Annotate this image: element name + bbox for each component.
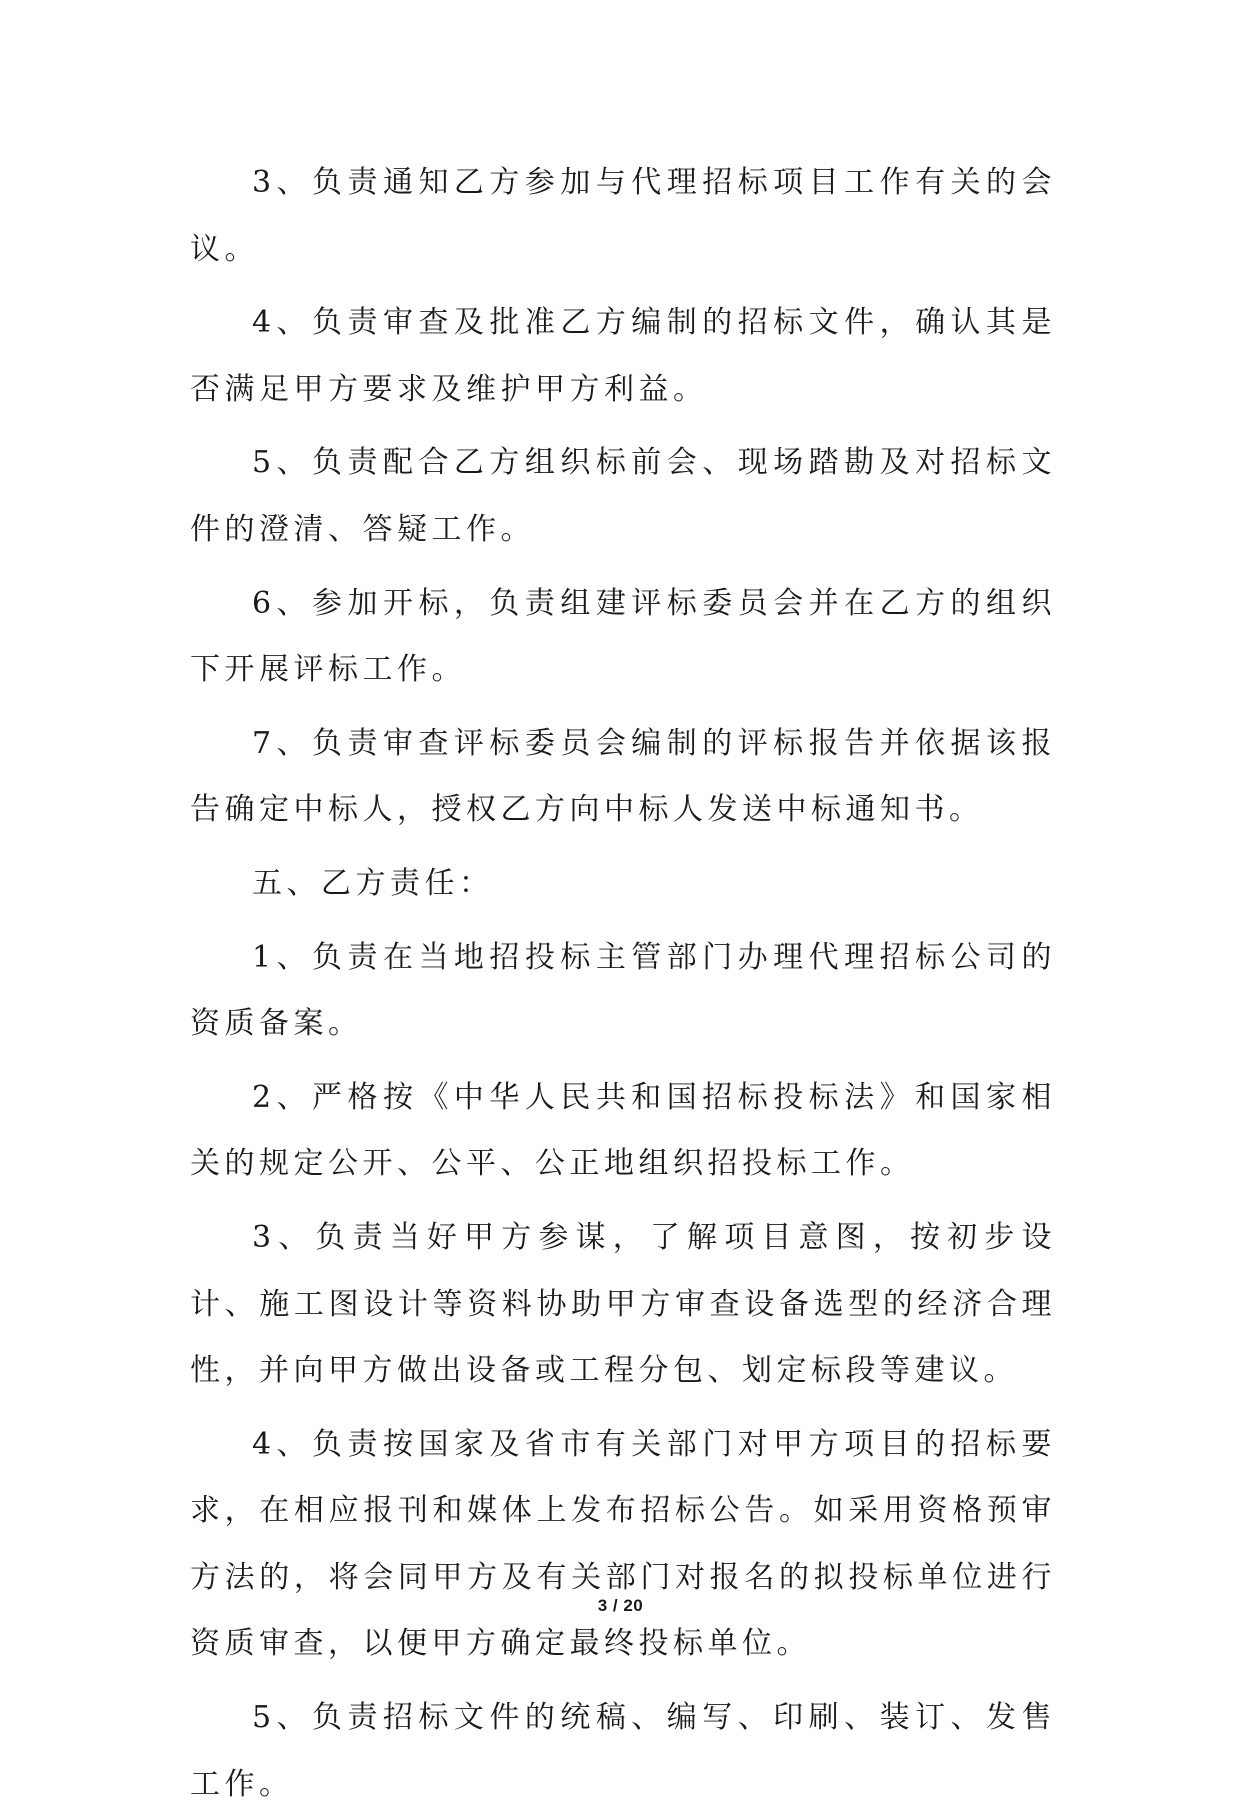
document-body bbox=[190, 150, 1056, 1818]
paragraph: 4、负责审查及批准乙方编制的招标文件，确认其是否满足甲方要求及维护甲方利益。 bbox=[190, 305, 1056, 407]
paragraph: 5、负责招标文件的统稿、编写、印刷、装订、发售工作。 bbox=[190, 1700, 1056, 1802]
paragraph: 7、负责审查评标委员会编制的评标报告并依据该报告确定中标人，授权乙方向中标人发送中标通知书。 bbox=[190, 725, 1056, 828]
paragraph: 3、负责通知乙方参加与代理招标项目工作有关的会议。 bbox=[190, 165, 1056, 267]
paragraph: 6、参加开标，负责组建评标委员会并在乙方的组织下开展评标工作。 bbox=[190, 585, 1056, 688]
section-heading: 五、乙方责任： bbox=[252, 865, 494, 901]
page-number: 3 / 20 bbox=[597, 1596, 644, 1615]
paragraph: 4、负责按国家及省市有关部门对甲方项目的招标要求，在相应报刊和媒体上发布招标公告。如采用资格预审方法的，将会同甲方及有关部门对报名的拟投标单位进行资质审查，以便甲方确定最终投标单位。 bbox=[190, 1426, 1056, 1662]
paragraph: 1、负责在当地招投标主管部门办理代理招标公司的资质备案。 bbox=[190, 939, 1056, 1042]
paragraph: 5、负责配合乙方组织标前会、现场踏勘及对招标文件的澄清、答疑工作。 bbox=[190, 445, 1056, 547]
paragraph: 3、负责当好甲方参谋，了解项目意图，按初步设计、施工图设计等资料协助甲方审查设备选型的经济合理性，并向甲方做出设备或工程分包、划定标段等建议。 bbox=[190, 1219, 1056, 1389]
paragraph: 2、严格按《中华人民共和国招标投标法》和国家相关的规定公开、公平、公正地组织招投标工作。 bbox=[190, 1079, 1056, 1182]
